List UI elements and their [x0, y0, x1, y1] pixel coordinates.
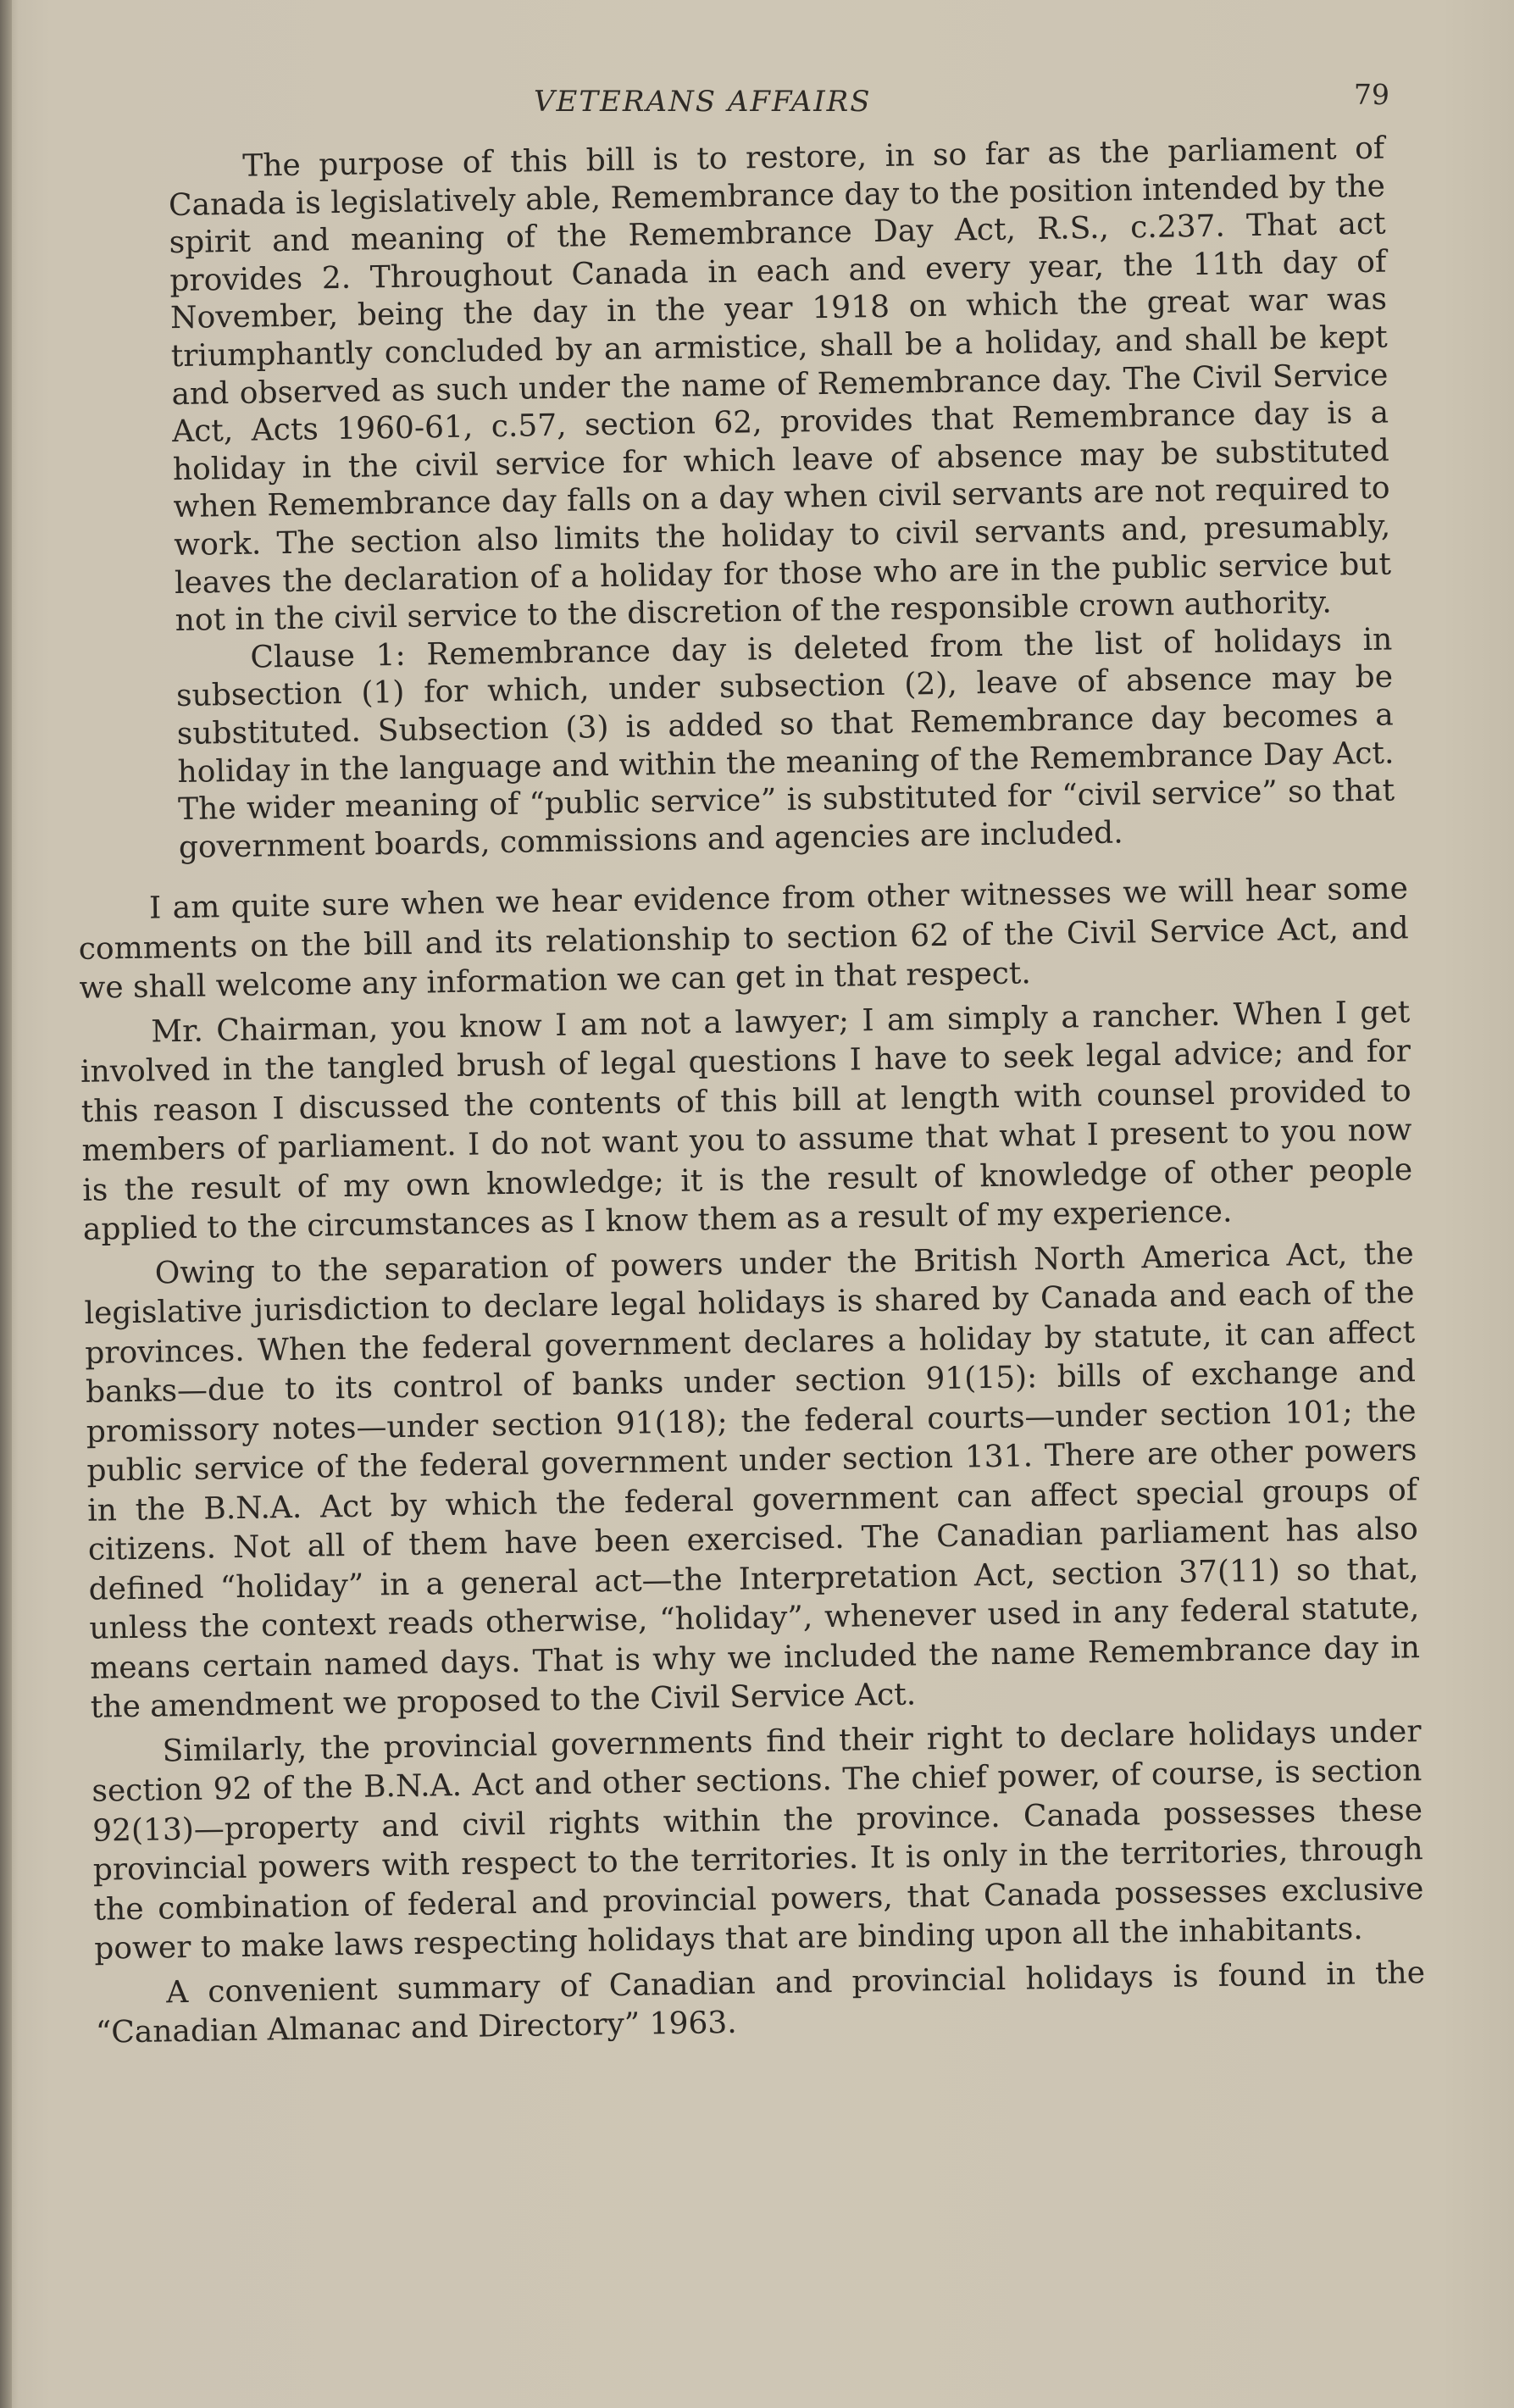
binding-edge: [0, 0, 12, 2408]
quoted-note: [168, 130, 1395, 868]
paragraph-chairman: Mr. Chairman, you know I am not a lawyer; I am simply a rancher. When I get involved in the tangled brush of legal questions I have to seek legal advice; and for this reason I discussed the contents of this bill at length with counsel provided to members of parliament. I do not want you to assume that what I present to you now is the result of my own knowledge; it is the result of knowledge of other people applied to the circumstances as I know them as a result of my experience.: [80, 994, 1413, 1248]
paragraph-separation-of-powers: Owing to the separation of powers under the British North America Act, the legislative jurisdiction to declare legal holidays is shared by Canada and each of the provinces. When the federal government declares a holiday by statute, it can affect banks—due to its control of banks under section 91(15): bills of exchange and promissory notes—under section 91(18); the federal courts—under section 101; the public service of the federal government under section 131. There are other powers in the B.N.A. Act by which the federal government can affect special groups of citizens. Not all of them have been exercised. The Canadian parliament has also defined “holiday” in a general act—the Interpretation Act, section 37(11) so that, unless the context reads otherwise, “holiday”, whenever used in any federal statute, means certain named days. That is why we included the name Remembrance day in the amendment we proposed to the Civil Service Act.: [84, 1235, 1421, 1726]
page-number: 79: [1354, 78, 1389, 111]
paragraph-provincial-governments: Similarly, the provincial governments find their right to declare holidays under section 92 of the B.N.A. Act and other sections. The chief power, of course, is section 92(13)—property and civil rights within the province. Canada possesses these provincial powers with respect to the territories. It is only in the territories, through the combination of federal and provincial powers, that Canada possesses exclusive power to make laws respecting holidays that are binding upon all the inhabitants.: [92, 1713, 1424, 1967]
running-head: VETERANS AFFAIRS: [534, 85, 872, 119]
page-header: [68, 78, 1389, 129]
paragraph-almanac-summary: A convenient summary of Canadian and provincial holidays is found in the “Canadian Almanac and Directory” 1963.: [95, 1955, 1426, 2051]
quoted-paragraph-purpose: The purpose of this bill is to restore, in so far as the parliament of Canada is legislatively able, Remembrance day to the position intended by the spirit and meaning of the Remembrance Day Act, R.S., c.237. That act provides 2. Throughout Canada in each and every year, the 11th day of November, being the day in the year 1918 on which the great war was triumphantly concluded by an armistice, shall be a holiday, and shall be kept and observed as such under the name of Remembrance day. The Civil Service Act, Acts 1960-61, c.57, section 62, provides that Remembrance day is a holiday in the civil service for which leave of absence may be substituted when Remembrance day falls on a day when civil servants are not required to work. The section also limits the holiday to civil servants and, presumably, leaves the declaration of a holiday for those who are in the public service but not in the civil service to the discretion of the responsible crown authority.: [168, 130, 1392, 639]
quoted-paragraph-clause-1: Clause 1: Remembrance day is deleted from the list of holidays in subsection (1) for which, under subsection (2), leave of absence may be substituted. Subsection (3) is added so that Remembrance day becomes a holiday in the language and within the meaning of the Remembrance Day Act. The wider meaning of “public service” is substituted for “civil service” so that government boards, commissions and agencies are included.: [175, 622, 1395, 865]
paragraph-evidence: I am quite sure when we hear evidence from other witnesses we will hear some comments on the bill and its relationship to section 62 of the Civil Service Act, and we shall welcome any information we can get in that respect.: [78, 871, 1409, 1007]
body-text: [66, 130, 1426, 2058]
